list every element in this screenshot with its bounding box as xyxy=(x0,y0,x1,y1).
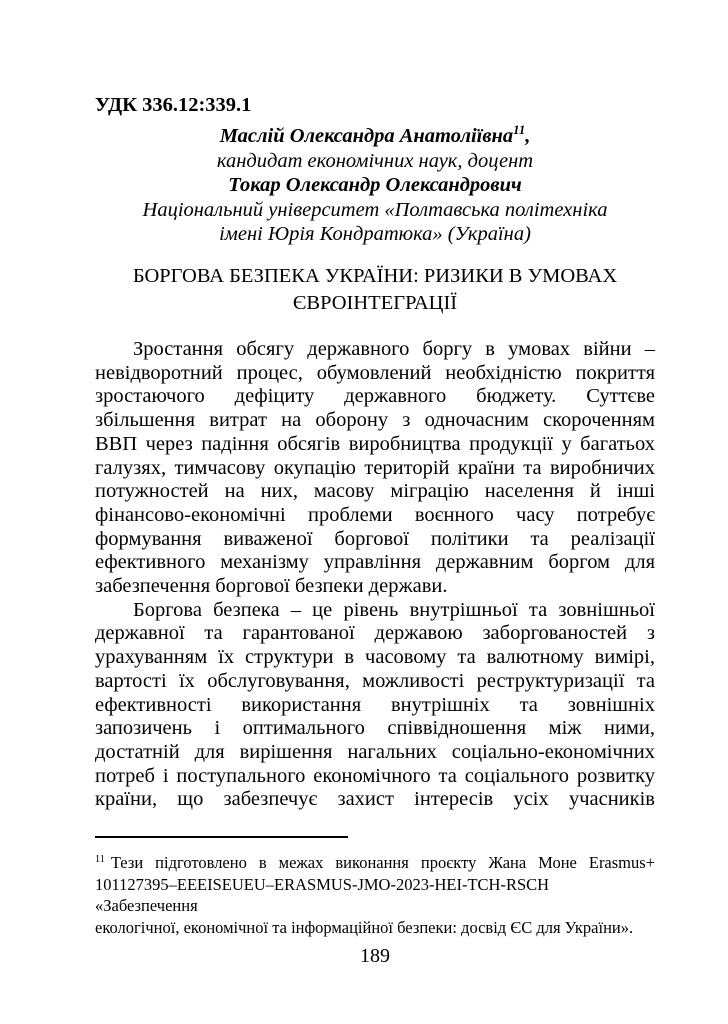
udc-code: УДК 336.12:339.1 xyxy=(95,94,252,116)
paragraph1-line: забезпечення боргової безпеки держави. xyxy=(95,575,448,598)
paragraph1-line: ефективного механізму управління державним боргом для xyxy=(95,551,655,574)
body-text xyxy=(95,338,655,812)
author1-footnote-ref: 11 xyxy=(513,123,526,138)
paragraph1-line: ВВП через падіння обсягів виробництва продукції у багатьох xyxy=(95,432,655,455)
affiliation-line-1: Національний університет «Полтавська політехніка xyxy=(142,198,608,221)
article-title-line-1: БОРГОВА БЕЗПЕКА УКРАЇНИ: РИЗИКИ В УМОВАХ xyxy=(132,265,618,287)
footnote-line: 101127395–EEEISEUEU–ERASMUS-JMO-2023-HEI-TCH-RSCH «Забезпечення xyxy=(95,874,550,915)
paragraph1-line: зростаючого дефіциту державного бюджету. Суттєве xyxy=(95,385,655,408)
paragraph2-line: вартості їх обслуговування, можливості реструктуризації та xyxy=(95,669,655,692)
article-title-line-2: ЄВРОІНТЕГРАЦІЇ xyxy=(292,292,458,314)
footnote-line xyxy=(95,852,655,874)
footnote-separator-rule xyxy=(95,836,348,838)
footnote-line-text: Тези підготовлено в межах виконання проєкту Жана Моне Erasmus+ xyxy=(110,853,655,872)
article-title xyxy=(95,263,655,317)
paragraph1-line: фінансово-економічні проблеми воєнного часу потребує xyxy=(95,503,655,526)
footnote-line: екологічної, економічної та інформаційної безпеки: досвід ЄС для України». xyxy=(95,917,634,937)
footnote xyxy=(95,852,655,938)
paragraph2-line: потреб і поступального економічного та соціального розвитку xyxy=(95,764,655,787)
paragraph1-line: збільшення витрат на оборону з одночасним скороченням xyxy=(95,409,655,432)
page-number: 189 xyxy=(360,945,390,967)
paragraph2-line: урахуванням їх структури в часовому та валютному вимірі, xyxy=(95,646,655,669)
author-block xyxy=(95,124,655,247)
paragraph1-line: Зростання обсягу державного боргу в умовах війни – xyxy=(133,338,655,360)
paragraph1-line: потужностей на них, масову міграцію населення й інші xyxy=(95,480,655,503)
paragraph1-line: невідворотний процес, обумовлений необхідністю покриття xyxy=(95,361,655,384)
paragraph2-line: країни, що забезпечує захист інтересів усіх учасників xyxy=(95,788,655,811)
author1-comma: , xyxy=(525,125,531,147)
paragraph1-line: формування виваженої боргової політики та реалізації xyxy=(95,527,655,550)
author1-name-text: Маслій Олександра Анатоліївна xyxy=(219,125,514,147)
paragraph2-line: запозичень і оптимального співвідношення між ними, xyxy=(95,717,655,740)
author1-degree: кандидат економічних наук, доцент xyxy=(216,149,534,172)
paragraph1-line: галузях, тимчасову окупацію територій країни та виробничих xyxy=(95,456,655,479)
paragraph2-line: державної та гарантованої державою заборгованостей з xyxy=(95,622,655,645)
footnote-ref-number: 11 xyxy=(95,853,105,865)
author1-name xyxy=(95,124,655,149)
paragraph2-line: ефективності використання внутрішніх та зовнішніх xyxy=(95,693,655,716)
author2-name: Токар Олександр Олександрович xyxy=(228,174,522,196)
affiliation-line-2: імені Юрія Кондратюка» (Україна) xyxy=(219,223,531,245)
paragraph2-line: достатній для вирішення нагальних соціально-економічних xyxy=(95,740,655,763)
paragraph2-line: Боргова безпека – це рівень внутрішньої та зовнішньої xyxy=(133,598,655,621)
